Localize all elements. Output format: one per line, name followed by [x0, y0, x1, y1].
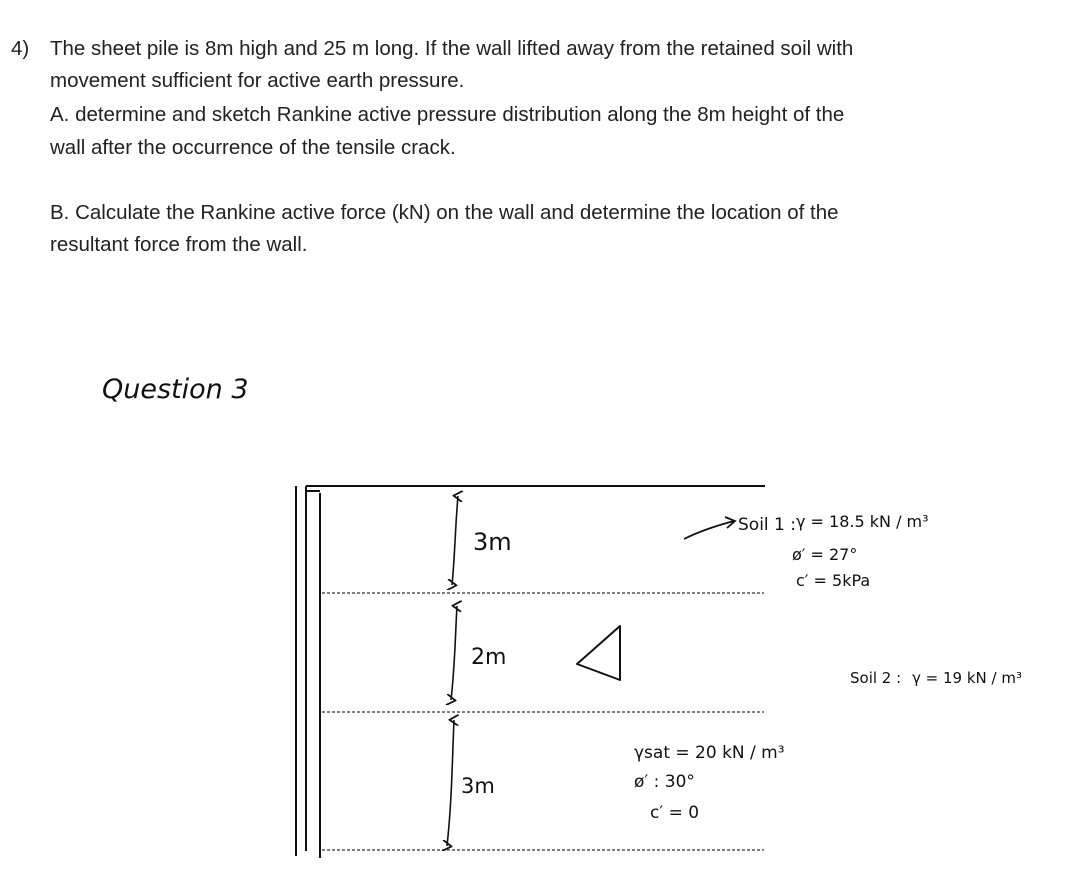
- part-b-line-1: B. Calculate the Rankine active force (kN) on the wall and determine the location of the: [50, 201, 839, 224]
- layer-3-thickness: 3m: [461, 774, 495, 798]
- dimension-arrow-3: [447, 720, 454, 846]
- soil2-friction-angle: ø′ : 30°: [634, 772, 695, 792]
- sketch-heading: Question 3: [102, 374, 249, 405]
- soil1-pointer-arrow: [684, 517, 735, 539]
- part-a-line-1: A. determine and sketch Rankine active pressure distribution along the 8m height of the: [50, 103, 845, 126]
- soil1-unit-weight: γ = 18.5 kN / m³: [796, 512, 929, 531]
- dimension-arrow-1: [452, 496, 458, 585]
- soil2-unit-weight: γ = 19 kN / m³: [912, 669, 1022, 687]
- problem-line-1: The sheet pile is 8m high and 25 m long. If the wall lifted away from the retained soil with: [50, 37, 854, 60]
- dimension-arrows: [447, 496, 458, 846]
- part-b-line-2: resultant force from the wall.: [50, 233, 308, 256]
- soil1-cohesion: c′ = 5kPa: [796, 571, 871, 590]
- soil1-title: Soil 1 :: [738, 515, 796, 535]
- layer-2-thickness: 2m: [471, 645, 507, 670]
- soil2-saturated-unit-weight: γsat = 20 kN / m³: [634, 743, 785, 763]
- part-a-line-2: wall after the occurrence of the tensile crack.: [50, 136, 456, 159]
- soil2-title: Soil 2 :: [850, 669, 902, 687]
- water-table-triangle-icon: [577, 626, 620, 680]
- soil1-friction-angle: ø′ = 27°: [792, 545, 858, 564]
- problem-line-2: movement sufficient for active earth pressure.: [50, 69, 465, 92]
- dimension-arrow-2: [451, 606, 457, 700]
- soil2-cohesion: c′ = 0: [650, 803, 700, 823]
- problem-number: 4): [11, 37, 30, 60]
- layer-1-thickness: 3m: [473, 528, 512, 556]
